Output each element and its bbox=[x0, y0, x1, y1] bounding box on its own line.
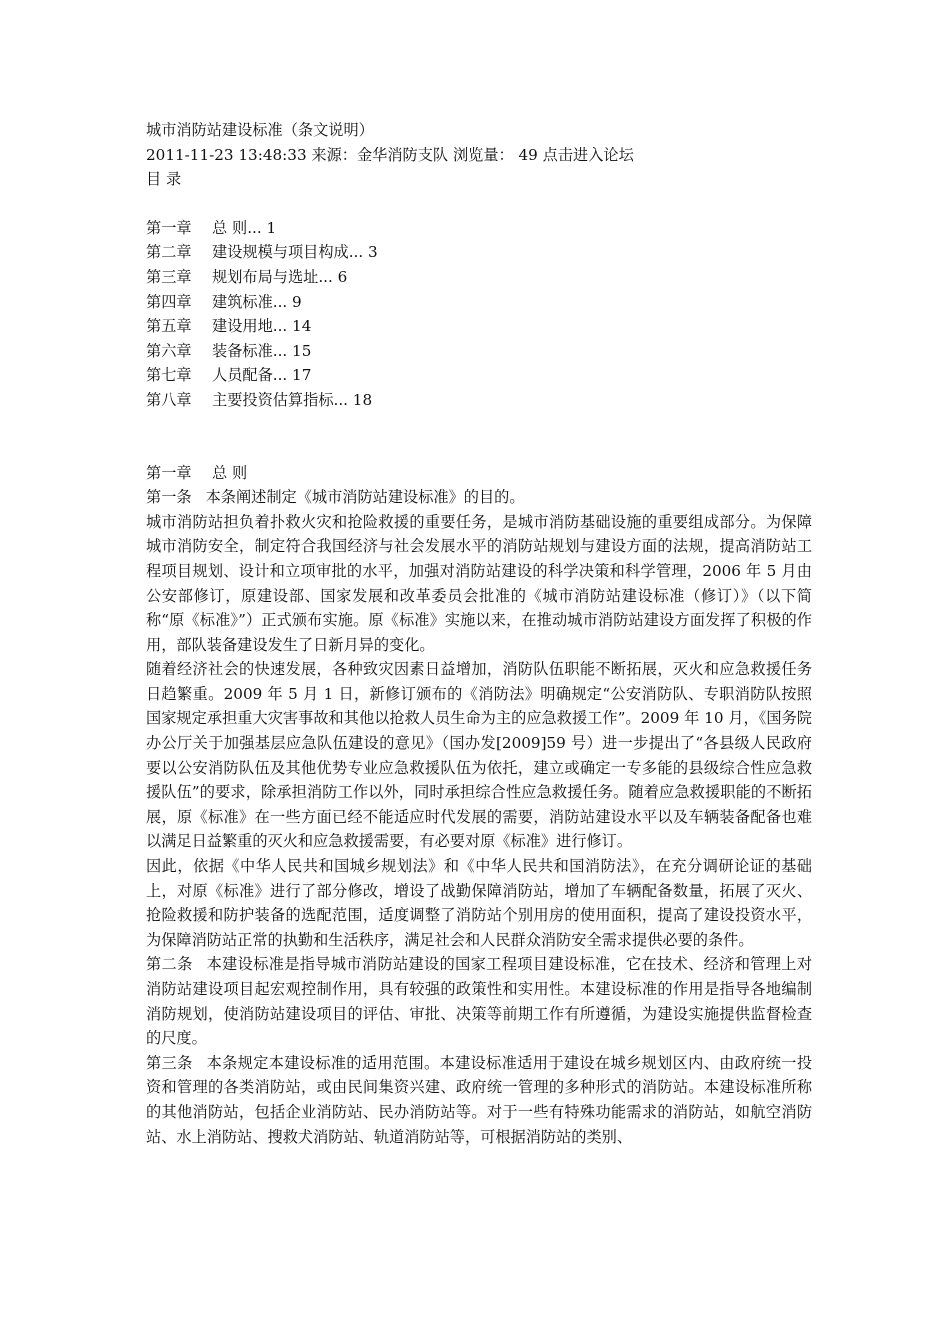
document-title: 城市消防站建设标准（条文说明） bbox=[146, 121, 374, 139]
document-meta: 2011-11-23 13:48:33 来源：金华消防支队 浏览量： 49 点击进入论坛 bbox=[146, 145, 634, 164]
toc-item[interactable]: 第六章 装备标准... 15 bbox=[146, 341, 312, 360]
toc-item[interactable]: 第四章 建筑标准... 9 bbox=[146, 292, 302, 311]
toc-item[interactable]: 第五章 建设用地... 14 bbox=[146, 317, 312, 336]
toc-item[interactable]: 第一章 总 则... 1 bbox=[146, 218, 277, 237]
article-1: 第一条 本条阐述制定《城市消防站建设标准》的目的。 bbox=[146, 488, 525, 507]
chapter-heading: 第一章 总 则 bbox=[146, 463, 248, 482]
article-label: 第二条 bbox=[146, 955, 193, 974]
toc-item[interactable]: 第七章 人员配备... 17 bbox=[146, 366, 312, 385]
article-3: 第三条 本条规定本建设标准的适用范围。本建设标准适用于建设在城乡规划区内、由政府统一投资和管理的各类消防站，或由民间集资兴建、政府统一管理的多种形式的消防站。本建设标准所称的其他消防站，包括企业消防站、民办消防站等。对于一些有特殊功能需求的消防站，如航空消防站、水上消防站、搜救犬消防站、轨道消防站等，可根据消防站的类别、 bbox=[146, 1053, 813, 1146]
article-label: 第三条 bbox=[146, 1053, 193, 1072]
toc-item[interactable]: 第二章 建设规模与项目构成... 3 bbox=[146, 243, 378, 262]
toc-heading: 目 录 bbox=[146, 170, 182, 189]
paragraph-3: 因此，依据《中华人民共和国城乡规划法》和《中华人民共和国消防法》，在充分调研论证的基础上，对原《标准》进行了部分修改，增设了战勤保障消防站，增加了车辆配备数量，拓展了灭火、抢险救援和防护装备的选配范围，适度调整了消防站个别用房的使用面积，提高了建设投资水平，为保障消防站正常的执勤和生活秩序，满足社会和人民群众消防安全需求提供必要的条件。 bbox=[146, 857, 812, 949]
paragraph-1: 城市消防站担负着扑救火灾和抢险救援的重要任务，是城市消防基础设施的重要组成部分。为保障城市消防安全，制定符合我国经济与社会发展水平的消防站规划与建设方面的法规，提高消防站工程项目规划、设计和立项审批的水平，加强对消防站建设的科学决策和科学管理，2006 年 5 月由公安部修订，原建设部、国家发展和改革委员会批准的《城市消防站建设标准（修订）》（以下简称“原《标准》”）正式颁布实施。原《标准》实施以来，在推动城市消防站建设方面发挥了积极的作用，部队装备建设发生了日新月异的变化。 bbox=[146, 512, 812, 654]
article-label: 第一条 bbox=[146, 488, 192, 507]
table-of-contents bbox=[146, 216, 812, 413]
toc-item[interactable]: 第三章 规划布局与选址... 6 bbox=[146, 267, 348, 286]
article-2: 第二条 本建设标准是指导城市消防站建设的国家工程项目建设标准，它在技术、经济和管理上对消防站建设项目起宏观控制作用，具有较强的政策性和实用性。本建设标准的作用是指导各地编制消防规划，使消防站建设项目的评估、审批、决策等前期工作有所遵循，为建设实施提供监督检查的尺度。 bbox=[146, 955, 813, 1048]
document-page bbox=[146, 118, 812, 1149]
paragraph-2: 随着经济社会的快速发展，各种致灾因素日益增加，消防队伍职能不断拓展，灭火和应急救援任务日趋繁重。2009 年 5 月 1 日，新修订颁布的《消防法》明确规定“公安消防队、专职消防队按照国家规定承担重大灾害事故和其他以抢救人员生命为主的应急救援工作”。2009 年 10 月，《国务院办公厅关于加强基层应急队伍建设的意见》（国办发[2009]59 号）进一步提出了“各县级人民政府要以公安消防队伍及其他优势专业应急救援队伍为依托，建立或确定一专多能的县级综合性应急救援队伍”的要求，除承担消防工作以外，同时承担综合性应急救援任务。随着应急救援职能的不断拓展，原《标准》在一些方面已经不能适应时代发展的需要，消防站建设水平以及车辆装备配备也难以满足日益繁重的灭火和应急救援需要，有必要对原《标准》进行修订。 bbox=[146, 660, 812, 851]
toc-item[interactable]: 第八章 主要投资估算指标... 18 bbox=[146, 390, 373, 409]
